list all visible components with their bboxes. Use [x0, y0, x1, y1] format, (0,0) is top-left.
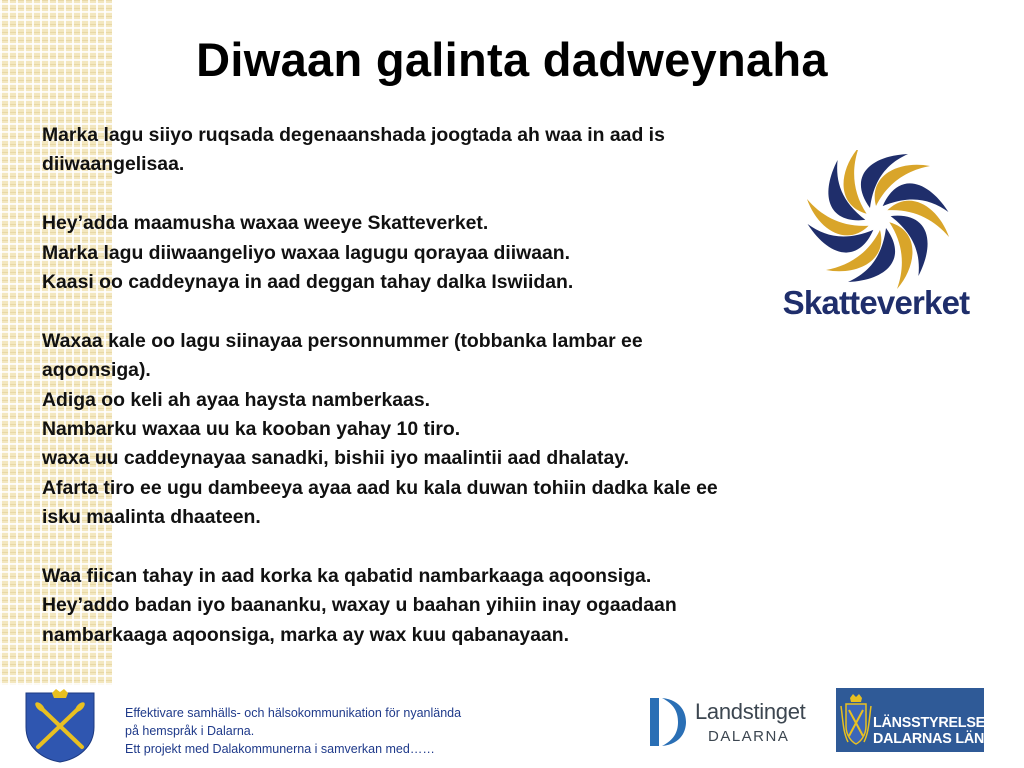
lansstyrelsen-line1: LÄNSSTYRELSEN: [873, 715, 996, 731]
body-line: isku maalinta dhaateen.: [42, 506, 261, 529]
body-line: Hey’addo badan iyo baananku, waxay u baahan yihiin inay ogaadaan: [42, 594, 677, 617]
skatteverket-swirl-icon: [778, 150, 974, 290]
body-line: Nambarku waxaa uu ka kooban yahay 10 tiro.: [42, 418, 461, 441]
body-line: aqoonsiga).: [42, 359, 151, 382]
body-line: Adiga oo keli ah ayaa haysta namberkaas.: [42, 388, 430, 411]
body-line: Marka lagu siiyo ruqsada degenaanshada joogtada ah waa in aad is: [42, 124, 665, 146]
footer-caption-line: Effektivare samhälls- och hälsokommunikation för nyanlända: [125, 706, 462, 720]
body-line: Afarta tiro ee ugu dambeeya ayaa aad ku kala duwan tohiin dadka kale ee: [42, 476, 718, 499]
skatteverket-wordmark: Skatteverket: [782, 284, 970, 321]
footer-caption-line: på hemspråk i Dalarna.: [125, 724, 255, 738]
lansstyrelsen-crest-icon: [838, 692, 874, 748]
footer-caption-line: Ett projekt med Dalakommunerna i samverkan med……: [125, 742, 435, 756]
body-line: nambarkaaga aqoonsiga, marka ay wax kuu qabanayaan.: [42, 623, 570, 646]
paragraph-gap: [42, 533, 972, 562]
body-line: Waxaa kale oo lagu siinayaa personnummer (tobbanka lambar ee: [42, 329, 643, 352]
body-line: Marka lagu diiwaangeliyo waxaa lagugu qorayaa diiwaan.: [42, 241, 571, 264]
body-line: Hey’adda maamusha waxaa weeye Skatteverket.: [42, 212, 489, 235]
landstinget-region: DALARNA: [708, 728, 790, 745]
lansstyrelsen-line2: DALARNAS LÄN: [873, 731, 985, 747]
landstinget-name: Landstinget: [695, 699, 806, 724]
skatteverket-logo: [778, 150, 974, 322]
slide-title: Diwaan galinta dadweynaha: [196, 33, 828, 86]
body-line: diiwaangelisaa.: [42, 153, 185, 176]
dalarna-coat-of-arms-icon: [22, 687, 98, 763]
lansstyrelsen-dalarna-logo: [836, 688, 996, 752]
landstinget-mark-icon: [648, 696, 688, 748]
body-line: Kaasi oo caddeynaya in aad deggan tahay dalka Iswiidan.: [42, 271, 574, 294]
body-line: waxa uu caddeynayaa sanadki, bishii iyo maalintii aad dhalatay.: [42, 447, 629, 470]
body-line: Waa fiican tahay in aad korka ka qabatid nambarkaaga aqoonsiga.: [42, 565, 652, 588]
footer-caption: [125, 704, 585, 758]
landstinget-dalarna-logo: [648, 690, 808, 752]
